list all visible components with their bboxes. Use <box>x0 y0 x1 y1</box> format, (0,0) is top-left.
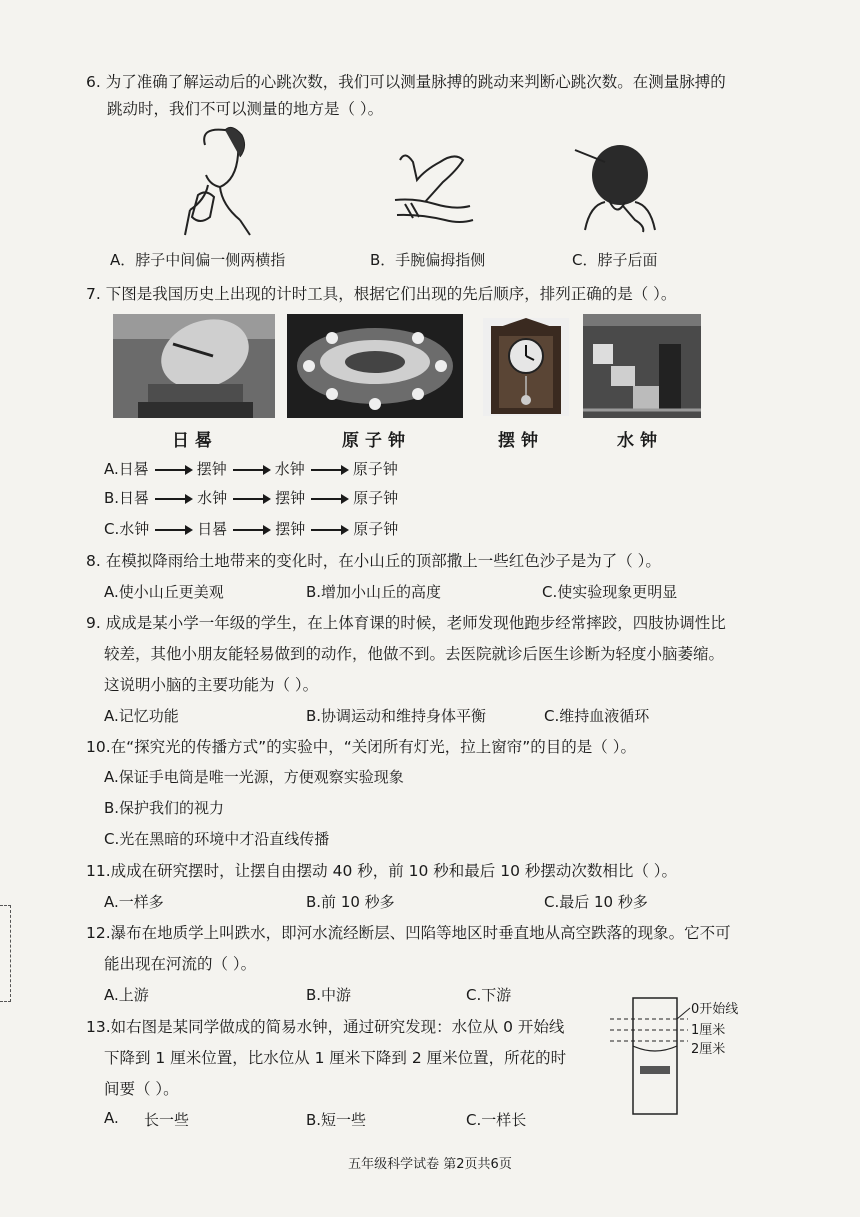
caption-sundial: 日晷 <box>172 431 218 451</box>
q6-option-b: B．手腕偏拇指侧 <box>370 251 486 269</box>
q13-stem-line1: 13.如右图是某同学做成的简易水钟，通过研究发现：水位从 0 开始线 <box>86 1018 565 1036</box>
q10-option-b: B.保护我们的视力 <box>104 799 225 817</box>
q13-option-a-text: 长一些 <box>144 1111 190 1129</box>
q7-stem: 7. 下图是我国历史上出现的计时工具，根据它们出现的先后顺序，排列正确的是（ ）。 <box>86 285 677 303</box>
q10-option-c: C.光在黑暗的环境中才沿直线传播 <box>104 830 330 848</box>
sundial-photo <box>113 314 275 418</box>
diagram-label-2cm: 2厘米 <box>691 1042 726 1057</box>
caption-atomic-clock: 原子钟 <box>342 431 411 451</box>
q12-stem-line1: 12.瀑布在地质学上叫跌水，即河水流经断层、凹陷等地区时垂直地从高空跌落的现象。它不可 <box>86 924 731 942</box>
q12-option-b: B.中游 <box>306 986 352 1004</box>
water-clock-diagram <box>610 996 770 1118</box>
caption-pendulum-clock: 摆钟 <box>498 431 544 451</box>
q7-option-a: A.日晷 摆钟 水钟 原子钟 <box>104 460 398 478</box>
binding-cut-line <box>0 905 11 1002</box>
caption-water-clock: 水钟 <box>617 431 663 451</box>
q9-option-a: A.记忆功能 <box>104 707 179 725</box>
q12-stem-line2: 能出现在河流的（ ）。 <box>104 955 257 973</box>
q6-option-c: C．脖子后面 <box>572 251 658 269</box>
q13-option-c: C.一样长 <box>466 1111 527 1129</box>
q7-option-c: C.水钟 日晷 摆钟 原子钟 <box>104 520 399 538</box>
diagram-label-1cm: 1厘米 <box>691 1023 726 1038</box>
q8-option-a: A.使小山丘更美观 <box>104 583 224 601</box>
q12-option-c: C.下游 <box>466 986 512 1004</box>
q13-option-b: B.短一些 <box>306 1111 367 1129</box>
wrist-pulse-figure <box>385 140 475 230</box>
q9-stem-line2: 较差，其他小朋友能轻易做到的动作，他做不到。去医院就诊后医生诊断为轻度小脑萎缩。 <box>104 645 725 663</box>
q9-stem-line3: 这说明小脑的主要功能为（ ）。 <box>104 676 319 694</box>
q10-stem: 10.在“探究光的传播方式”的实验中，“关闭所有灯光，拉上窗帘”的目的是（ ）。 <box>86 738 636 756</box>
water-clock-photo <box>583 314 701 418</box>
q7-option-b: B.日晷 水钟 摆钟 原子钟 <box>104 489 399 507</box>
q13-stem-line2: 下降到 1 厘米位置，比水位从 1 厘米下降到 2 厘米位置，所花的时 <box>104 1049 567 1067</box>
q9-stem-line1: 9. 成成是某小学一年级的学生，在上体育课的时候，老师发现他跑步经常摔跤，四肢协调性比 <box>86 614 726 632</box>
page-footer: 五年级科学试卷 第2页共6页 <box>348 1157 512 1172</box>
q8-option-c: C.使实验现象更明显 <box>542 583 678 601</box>
back-neck-pulse-figure <box>565 140 675 235</box>
q11-stem: 11.成成在研究摆时，让摆自由摆动 40 秒，前 10 秒和最后 10 秒摆动次数相比（ ）。 <box>86 862 678 880</box>
q6-option-a: A．脖子中间偏一侧两横指 <box>110 251 286 269</box>
q11-option-b: B.前 10 秒多 <box>306 893 395 911</box>
pendulum-clock-photo <box>483 318 569 416</box>
q8-option-b: B.增加小山丘的高度 <box>306 583 442 601</box>
q11-option-c: C.最后 10 秒多 <box>544 893 648 911</box>
q6-stem-line2: 跳动时，我们不可以测量的地方是（ ）。 <box>107 100 384 118</box>
q13-stem-line3: 间要（ ）。 <box>104 1080 179 1098</box>
q8-stem: 8. 在模拟降雨给土地带来的变化时，在小山丘的顶部撒上一些红色沙子是为了（ ）。 <box>86 552 661 570</box>
q9-option-c: C.维持血液循环 <box>544 707 650 725</box>
q9-option-b: B.协调运动和维持身体平衡 <box>306 707 487 725</box>
q13-option-a-letter: A. <box>104 1109 119 1127</box>
q11-option-a: A.一样多 <box>104 893 164 911</box>
q12-option-a: A.上游 <box>104 986 149 1004</box>
q6-stem-line1: 6. 为了准确了解运动后的心跳次数，我们可以测量脉搏的跳动来判断心跳次数。在测量脉搏的 <box>86 73 726 91</box>
neck-pulse-figure <box>170 125 260 237</box>
q10-option-a: A.保证手电筒是唯一光源，方便观察实验现象 <box>104 768 404 786</box>
diagram-label-start-line: 0开始线 <box>691 1002 739 1017</box>
atomic-clock-photo <box>287 314 463 418</box>
